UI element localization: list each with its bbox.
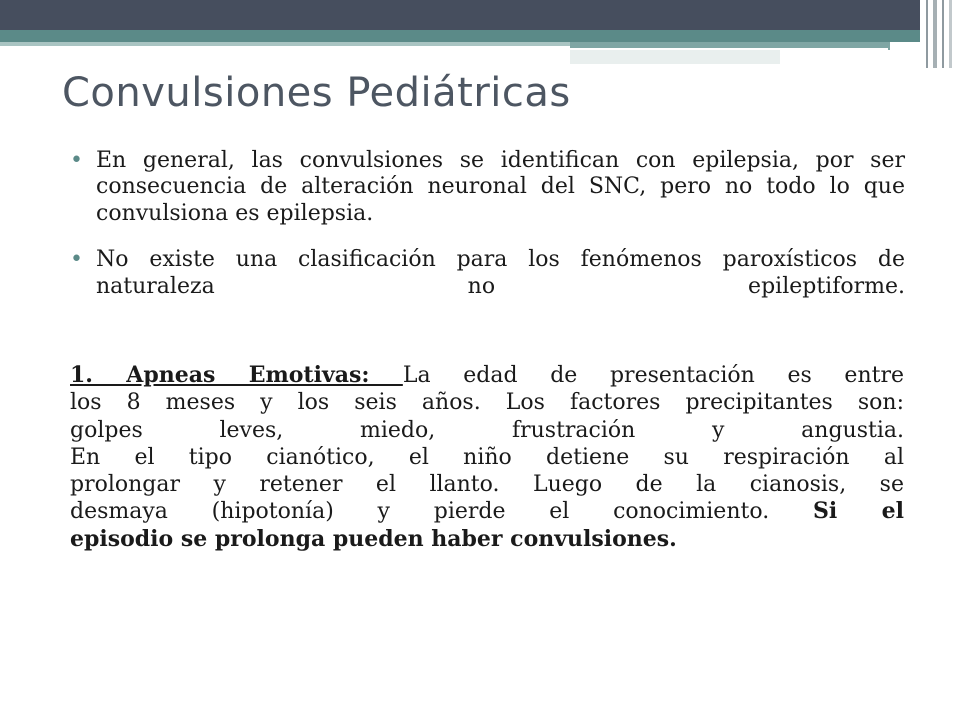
bullet-list [70,148,905,320]
corner-decoration [920,0,960,68]
bullet-text: En general, las convulsiones se identifican con epilepsia, por ser consecuencia de alteración neuronal del SNC, pero no todo lo que convulsiona es epilepsia. [96,148,905,226]
apneas-paragraph [70,362,904,553]
bullet-marker: • [70,247,83,273]
paragraph-line [70,362,904,389]
paragraph-line [70,498,904,525]
section-heading: 1. Apneas Emotivas: [70,362,403,388]
paragraph-text: desmaya (hipotonía) y pierde el conocimiento. [70,499,770,525]
header-band-tail [570,50,780,64]
paragraph-line: golpes leves, miedo, frustración y angustia. [70,417,904,443]
paragraph-text: La edad de presentación es entre [402,363,904,388]
bold-emphasis: episodio se prolonga pueden haber convulsiones. [70,525,677,552]
header-band-teal [0,30,960,42]
paragraph-line: los 8 meses y los seis años. Los factores precipitantes son: [70,390,904,416]
bullet-item [70,148,905,227]
bold-emphasis: Si el [812,498,904,525]
slide-title: Convulsiones Pediátricas [62,70,571,116]
header-band-teal-light [0,42,570,46]
bullet-item [70,247,905,300]
bullet-marker: • [70,148,83,173]
header-band-dark [0,0,960,30]
paragraph-line: En el tipo cianótico, el niño detiene su respiración al [70,444,904,470]
bullet-text: No existe una clasificación para los fenómenos paroxísticos de naturaleza no epileptiforme. [96,247,905,299]
paragraph-line: prolongar y retener el llanto. Luego de la cianosis, se [70,472,904,498]
